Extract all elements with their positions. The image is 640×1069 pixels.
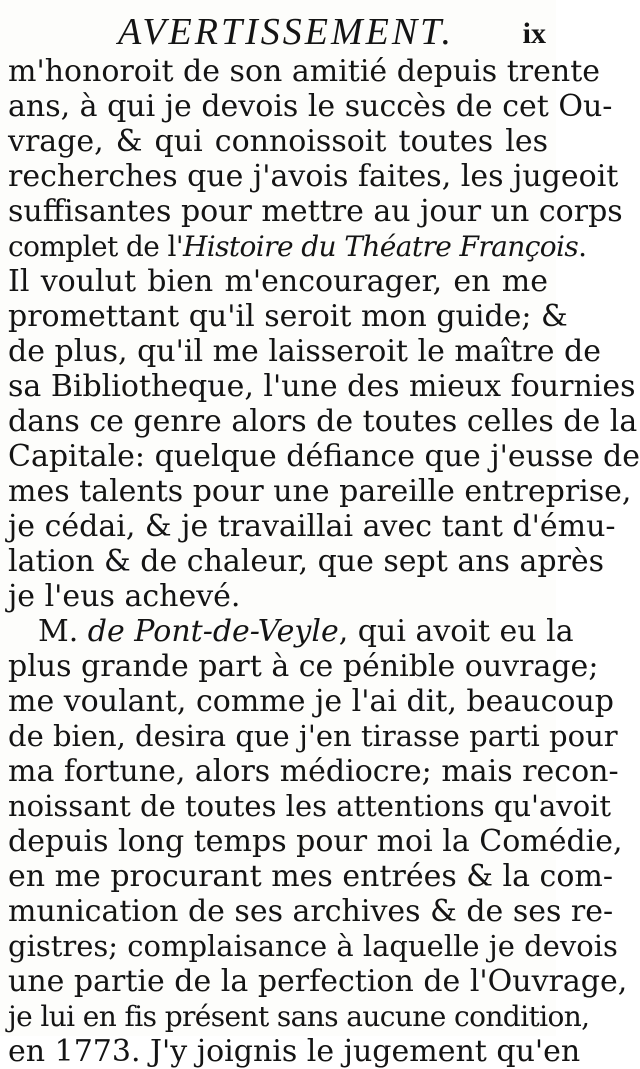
running-head-title: AVERTISSEMENT. — [118, 11, 454, 53]
text-segment: de plus, qu'il me laisseroit le maître de — [8, 334, 601, 369]
text-line — [8, 684, 614, 719]
text-line — [8, 194, 623, 229]
text-line — [8, 1034, 581, 1069]
text-segment: je lui en fis présent sans aucune condition, — [8, 1000, 590, 1033]
text-line — [8, 124, 548, 159]
text-line — [8, 719, 618, 754]
text-segment: plus grande part à ce pénible ouvrage; — [8, 649, 599, 684]
text-line — [8, 894, 614, 929]
text-segment: ans, à qui je devois le succès de cet Ou- — [8, 89, 613, 124]
text-segment: me voulant, comme je l'ai dit, beaucoup — [8, 684, 614, 719]
text-line — [8, 509, 616, 544]
text-segment: en 1773. J'y joignis le jugement qu'en — [8, 1034, 581, 1069]
page-number: ix — [522, 17, 546, 50]
text-segment: recherches que j'avois faites, les jugeoit — [8, 159, 619, 194]
text-segment: . — [578, 230, 587, 263]
text-segment: lation & de chaleur, que sept ans après — [8, 544, 605, 579]
book-title-italic: Histoire du Théatre François — [182, 230, 579, 263]
text-segment: je cédai, & je travaillai avec tant d'ému- — [8, 509, 616, 544]
text-line — [8, 614, 574, 649]
text-line — [8, 54, 601, 89]
text-segment: m'honoroit de son amitié depuis trente — [8, 54, 601, 89]
person-name-italic: de Pont-de-Veyle — [87, 614, 339, 649]
text-segment: Capitale: quelque défiance que j'eusse de — [8, 439, 640, 474]
text-line — [8, 999, 590, 1034]
text-segment: , qui avoit eu la — [338, 614, 574, 649]
text-line — [8, 544, 605, 579]
text-segment: une partie de la perfection de l'Ouvrage, — [8, 964, 628, 999]
text-line — [8, 159, 619, 194]
text-line — [8, 404, 638, 439]
text-segment: noissant de toutes les attentions qu'avoit — [8, 789, 612, 823]
text-line — [8, 824, 623, 859]
text-line — [8, 229, 587, 264]
text-line — [8, 439, 640, 474]
text-line — [8, 789, 612, 824]
text-line — [8, 859, 613, 894]
text-segment: suffisantes pour mettre au jour un corps — [8, 194, 623, 229]
text-line — [8, 299, 568, 334]
text-segment: mes talents pour une pareille entreprise, — [8, 474, 632, 509]
paragraph-1 — [8, 54, 640, 614]
text-line — [8, 334, 601, 369]
text-line — [8, 369, 636, 404]
text-line — [8, 474, 632, 509]
text-segment: complet de l' — [8, 230, 183, 263]
text-line — [8, 754, 619, 789]
text-line — [8, 964, 628, 999]
text-segment: sa Bibliotheque, l'une des mieux fournies — [8, 369, 636, 404]
text-segment: munication de ses archives & de ses re- — [8, 894, 614, 929]
text-segment: en me procurant mes entrées & la com- — [8, 859, 613, 894]
text-segment: je l'eus achevé. — [8, 579, 241, 614]
text-segment: de bien, desira que j'en tirasse parti pour — [8, 719, 618, 753]
text-line — [8, 649, 599, 684]
body-text — [8, 54, 640, 1069]
text-segment: Il voulut bien m'encourager, en me — [8, 264, 548, 299]
text-segment: dans ce genre alors de toutes celles de la — [8, 404, 638, 439]
text-segment: promettant qu'il seroit mon guide; & — [8, 299, 568, 334]
text-segment: vrage, & qui connoissoit toutes les — [8, 124, 548, 159]
running-head — [0, 0, 556, 60]
text-line — [8, 579, 548, 614]
text-segment: gistres; complaisance à laquelle je devois — [8, 929, 618, 963]
text-line — [8, 89, 613, 124]
paragraph-2 — [8, 614, 628, 1069]
text-line — [8, 264, 548, 299]
text-line — [8, 929, 618, 964]
text-segment: depuis long temps pour moi la Comédie, — [8, 824, 623, 859]
text-segment: ma fortune, alors médiocre; mais recon- — [8, 754, 619, 789]
text-segment: M. — [38, 614, 88, 649]
